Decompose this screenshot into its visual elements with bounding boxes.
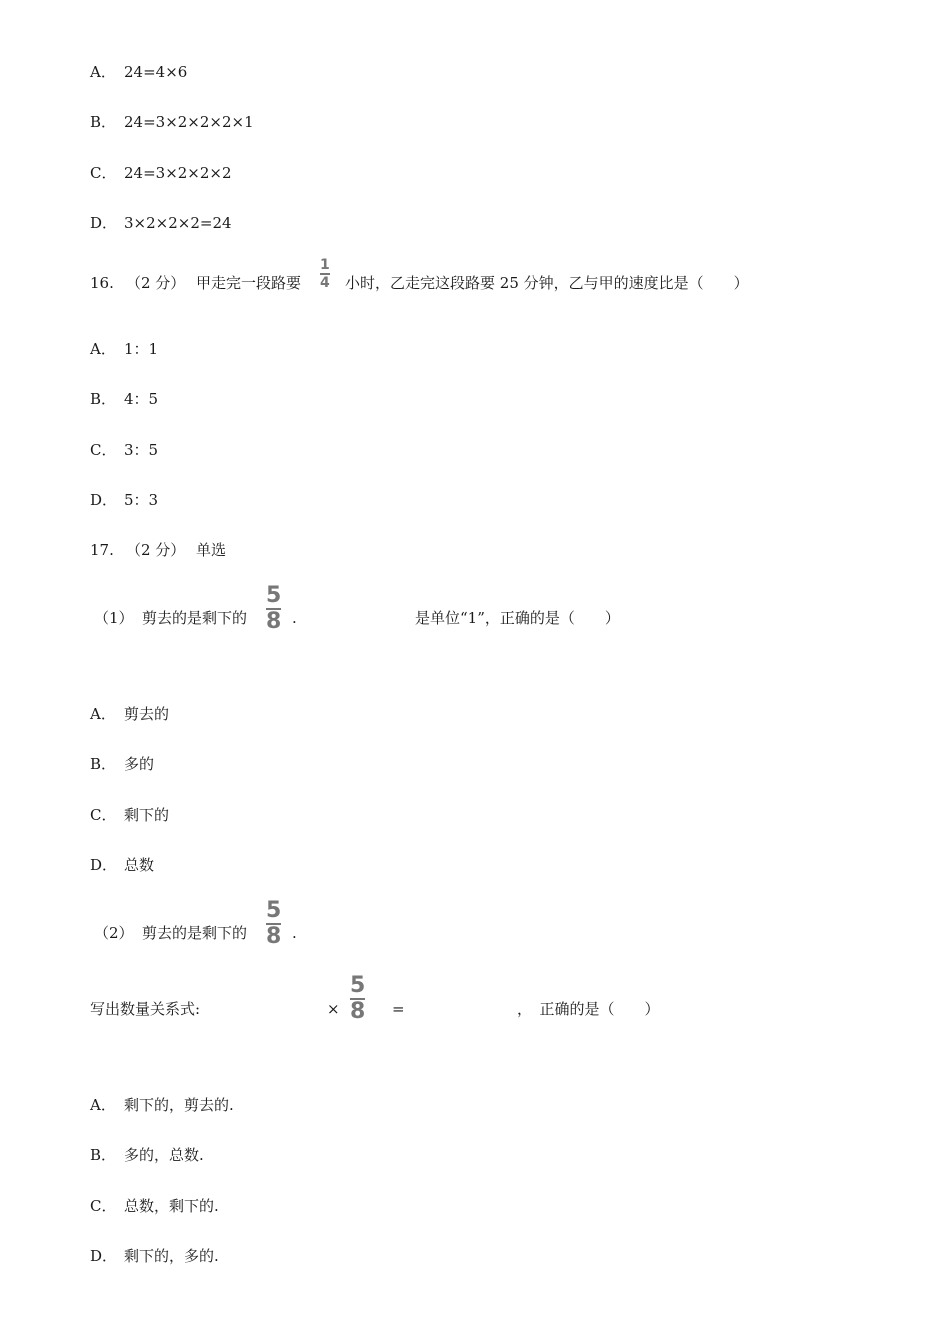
q16-option-d: D． 5：3 [90, 491, 159, 509]
q16-option-a: A． 1：1 [90, 340, 159, 358]
relation-tail: ， 正确的是（ ） [517, 1000, 660, 1018]
q17-sub2-fraction: 5 8 [266, 898, 282, 949]
q17-sub2-label: （2） [94, 924, 134, 942]
q16-option-c: C． 3：5 [90, 441, 159, 459]
q17-sub1-dot: . [292, 609, 297, 627]
q17-sub2-option-c: C． 总数，剩下的. [90, 1197, 219, 1215]
q15-option-b: B． 24=3×2×2×2×1 [90, 113, 254, 131]
q17-sub1-text: 剪去的是剩下的 [142, 609, 248, 627]
q17-number: 17. [90, 541, 114, 559]
q17-sub1-text-after: 是单位“1”，正确的是（ ） [415, 609, 620, 627]
q16-number: 16. [90, 274, 114, 292]
q17-sub2-option-a: A． 剩下的，剪去的. [90, 1096, 234, 1114]
q16-option-b: B． 4：5 [90, 390, 159, 408]
q17-sub1-option-b: B． 多的 [90, 755, 155, 773]
equals-sign: = [392, 1000, 405, 1018]
q16-text-before: 甲走完一段路要 [196, 274, 302, 292]
q17-sub1-fraction: 5 8 [266, 583, 282, 634]
q17-sub2-dot: . [292, 924, 297, 942]
q16-fraction: 1 4 [320, 257, 330, 291]
q17-score: （2 分） [126, 541, 186, 559]
q17-sub1-label: （1） [94, 609, 134, 627]
relation-label: 写出数量关系式: [90, 1000, 201, 1018]
relation-fraction: 5 8 [350, 973, 366, 1024]
q17-sub1-option-a: A． 剪去的 [90, 705, 170, 723]
q15-option-a: A． 24=4×6 [90, 63, 188, 81]
q15-option-d: D． 3×2×2×2=24 [90, 214, 232, 232]
q15-option-c: C． 24=3×2×2×2 [90, 164, 232, 182]
q17-title: 单选 [196, 541, 227, 559]
q16-text-after: 小时，乙走完这段路要 25 分钟，乙与甲的速度比是（ ） [345, 274, 749, 292]
q17-sub1-option-d: D． 总数 [90, 856, 155, 874]
q17-sub2-option-b: B． 多的，总数. [90, 1146, 204, 1164]
q17-sub2-text: 剪去的是剩下的 [142, 924, 248, 942]
q17-sub2-option-d: D． 剩下的，多的. [90, 1247, 219, 1265]
times-sign: × [327, 1000, 340, 1018]
q16-score: （2 分） [126, 274, 186, 292]
q17-sub1-option-c: C． 剩下的 [90, 806, 170, 824]
